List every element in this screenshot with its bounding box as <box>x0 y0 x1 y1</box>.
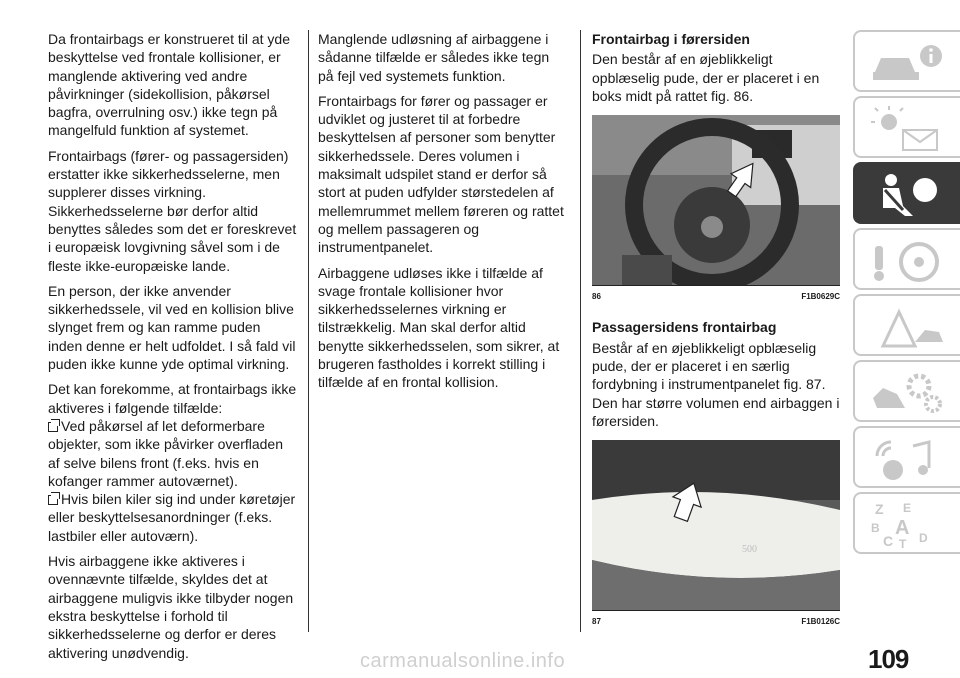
svg-text:500: 500 <box>742 544 757 556</box>
paragraph: Manglende udløsning af airbaggene i sådanne tilfælde er således ikke tegn på fejl ved systemets funktion. <box>318 31 550 84</box>
figure-caption <box>592 610 840 631</box>
passenger-airbag-photo <box>592 440 840 610</box>
paragraph: Består af en øjeblikkeligt opblæselig pude, der er placeret i en særlig fordybning i instrumentpanelet fig. 87. Den har større volumen end airbaggen i førersiden. <box>592 339 840 429</box>
paragraph: Hvis airbaggene ikke aktiveres i ovennævnte tilfælde, skyldes det at airbaggene muligvis ikke tilbyder nogen ekstra beskyttelse i forhold til sikkerhedsselerne og derfor er deres aktivering unødvendig. <box>48 553 294 661</box>
svg-text:B: B <box>871 521 880 535</box>
svg-text:T: T <box>899 537 907 550</box>
text-column-3 <box>592 30 840 632</box>
figure-87 <box>592 440 840 631</box>
section-heading: Frontairbag i førersiden <box>592 31 750 47</box>
text-column-2 <box>318 30 566 399</box>
safety-airbag-icon <box>869 170 949 220</box>
figure-code: F1B0126C <box>801 617 840 627</box>
emergency-icon <box>869 302 949 352</box>
figure-86 <box>592 115 840 306</box>
figure-number: 86 <box>592 292 601 302</box>
checkbox-bullet-icon <box>48 422 58 432</box>
bullet-text: Hvis bilen kiler sig ind under køretøjer eller beskyttelsesanordninger (f.eks. lastbiler eller autoværn). <box>48 491 296 544</box>
bullet-item <box>48 490 298 545</box>
tab-warning-lights[interactable] <box>853 96 960 158</box>
paragraph: Airbaggene udløses ikke i tilfælde af svage frontale kollisioner hvor sikkerhedsselernes virkning er tilstrækkelig. Man skal derfor altid benytte sikkerhedsselen, som sikrer, at brugeren fastholdes i korrekt stilling i tilfælde af en frontal kollision. <box>318 264 560 391</box>
paragraph: Da frontairbags er konstrueret til at yde beskyttelse ved frontale kollisioner, er manglende aktivering ved andre påvirkninger (sidekollision, påkørsel bagfra, overrulning osv.) ikke tegn på mangelfuld funktion af systemet. <box>48 31 291 139</box>
svg-text:D: D <box>919 531 928 545</box>
maintenance-icon <box>869 368 949 418</box>
watermark: carmanualsonline.info <box>360 650 566 672</box>
tab-maintenance[interactable] <box>853 360 960 422</box>
checkbox-bullet-icon <box>48 495 58 505</box>
column-divider <box>580 30 581 632</box>
paragraph: En person, der ikke anvender sikkerhedssele, vil ved en kollision blive slynget frem og kan ramme puden inden denne er helt udfoldet. I så fald vil puden ikke kunne yde optimal virkning. <box>48 282 296 373</box>
steering-wheel-photo <box>592 115 840 285</box>
figure-code: F1B0629C <box>801 292 840 302</box>
index-icon <box>869 500 949 550</box>
paragraph: Frontairbags for fører og passager er udviklet og justeret til at forbedre beskyttelsen af personer som benytter sikkerhedssele. Deres volumen i maksimalt udspilet stand er derfor så stort at puden udfylder størstedelen af mellemrummet mellem føreren og rattet og mellem passageren og instrumentpanelet. <box>318 92 564 256</box>
column-divider <box>308 30 309 632</box>
paragraph: Det kan forekomme, at frontairbags ikke aktiveres i følgende tilfælde: <box>48 381 297 416</box>
tab-emergency[interactable] <box>853 294 960 356</box>
tab-car-info[interactable] <box>853 30 960 92</box>
figure-caption <box>592 285 840 306</box>
bullet-text: Ved påkørsel af let deformerbare objekter, som ikke påvirker overfladen af selve bilens front (f.eks. hvis en kofanger rammer autoværnet). <box>48 417 283 489</box>
svg-text:Z: Z <box>875 501 884 517</box>
text-column-1 <box>48 30 298 669</box>
svg-text:C: C <box>883 533 894 549</box>
paragraph: Den består af en øjeblikkeligt opblæselig pude, der er placeret i en boks midt på rattet fig. 86. <box>592 51 820 104</box>
tab-index[interactable] <box>853 492 960 554</box>
tab-safety[interactable] <box>853 162 960 224</box>
svg-text:E: E <box>903 501 912 515</box>
bullet-item <box>48 417 298 490</box>
page-number: 109 <box>868 644 909 674</box>
figure-number: 87 <box>592 617 601 627</box>
starting-driving-icon <box>869 236 949 286</box>
section-heading: Passagersidens frontairbag <box>592 319 777 336</box>
warning-lights-icon <box>869 104 949 154</box>
multimedia-icon <box>869 434 949 484</box>
car-info-icon <box>869 38 949 88</box>
tab-multimedia[interactable] <box>853 426 960 488</box>
tab-starting-driving[interactable] <box>853 228 960 290</box>
svg-text:A: A <box>895 517 910 539</box>
paragraph: Frontairbags (fører- og passagersiden) erstatter ikke sikkerhedsselerne, men supplerer disses virkning. Sikkerhedsselerne bør derfor altid benyttes således som det er foreskrevet i europæisk lovgivning såvel som i de fleste ikke-europæiske lande. <box>48 147 297 274</box>
